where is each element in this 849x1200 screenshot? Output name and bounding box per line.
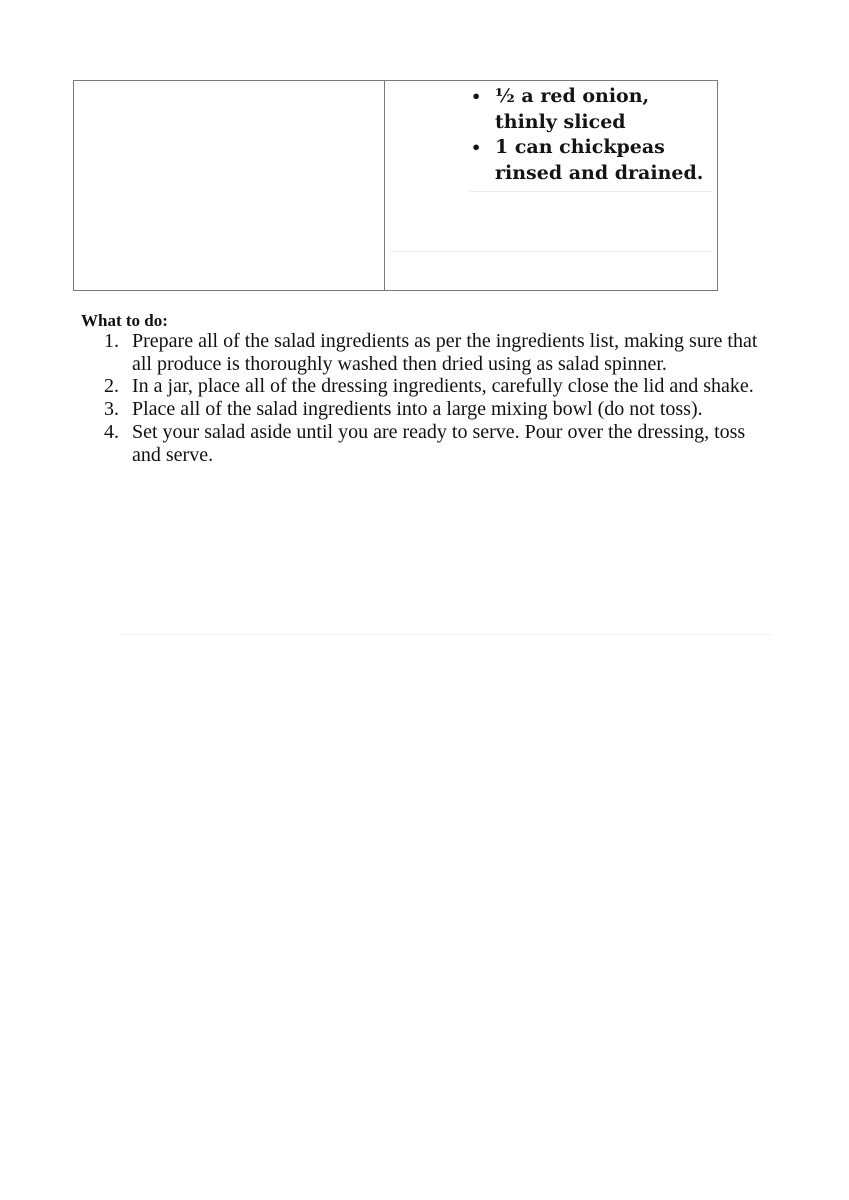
divider xyxy=(120,634,771,635)
list-item xyxy=(469,84,709,135)
list-item xyxy=(104,398,772,421)
ingredients-cell xyxy=(385,81,717,290)
step-text: In a jar, place all of the dressing ingredients, carefully close the lid and shake. xyxy=(132,375,754,398)
instructions-list xyxy=(104,330,772,466)
step-text: Set your salad aside until you are ready to serve. Pour over the dressing, toss and serve. xyxy=(132,420,746,466)
step-text: Prepare all of the salad ingredients as per the ingredients list, making sure that all produce is thoroughly washed then dried using as salad spinner. xyxy=(132,330,758,375)
step-number: 3. xyxy=(104,398,119,421)
ingredient-text: 1 can chickpeas rinsed and drained. xyxy=(495,136,704,184)
list-item xyxy=(469,135,709,186)
divider xyxy=(469,191,712,192)
list-item xyxy=(104,330,772,375)
list-item xyxy=(104,420,772,466)
bullet-icon: • xyxy=(471,87,482,106)
ingredient-text: ½ a red onion, thinly sliced xyxy=(495,85,650,133)
ingredients-table xyxy=(73,80,718,291)
step-text: Place all of the salad ingredients into a large mixing bowl (do not toss). xyxy=(132,398,703,421)
bullet-icon: • xyxy=(471,138,482,157)
step-number: 1. xyxy=(104,330,119,352)
divider xyxy=(390,251,712,252)
section-heading: What to do: xyxy=(81,311,168,330)
ingredients-list xyxy=(469,84,709,186)
list-item xyxy=(104,375,772,398)
step-number: 4. xyxy=(104,420,119,443)
step-number: 2. xyxy=(104,375,119,398)
